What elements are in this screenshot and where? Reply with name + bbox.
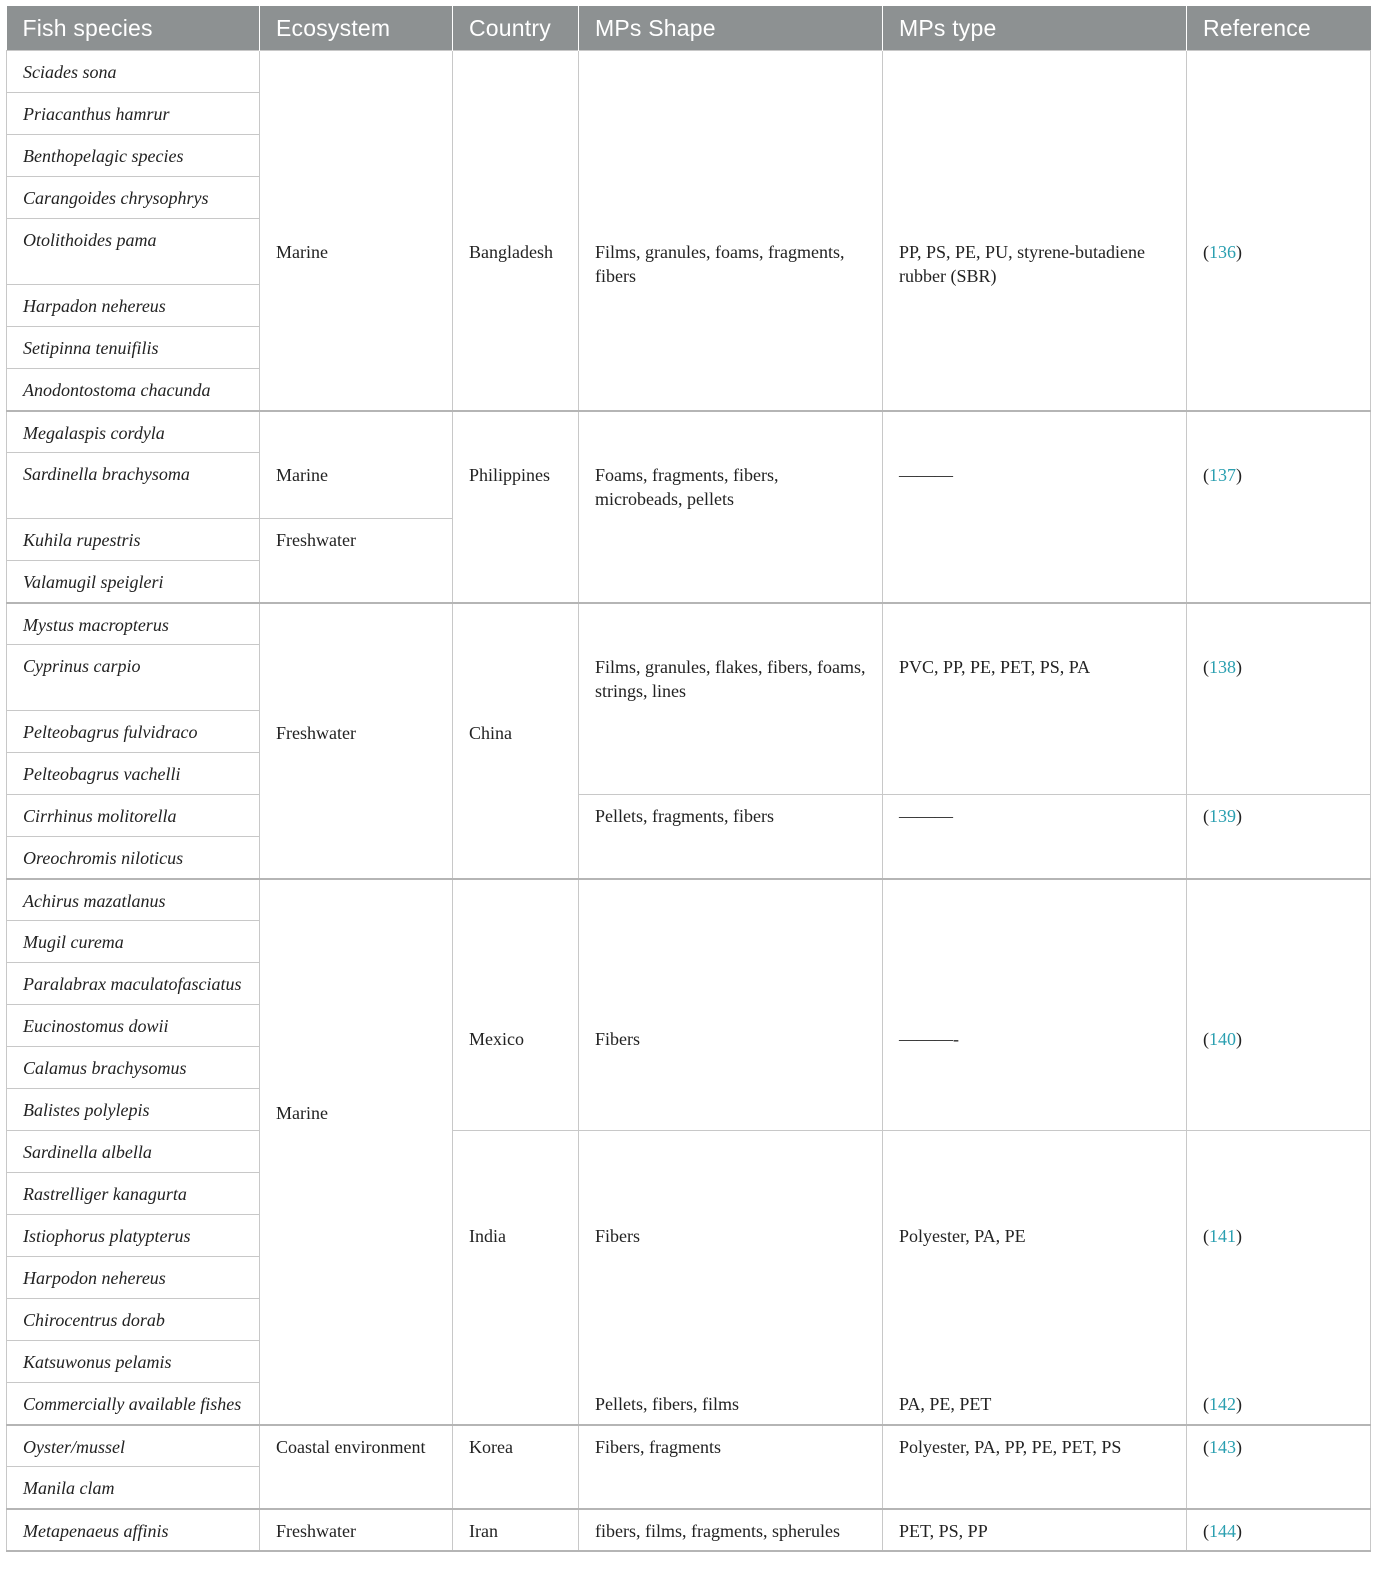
paren-close: ) <box>1236 806 1242 826</box>
paren-close: ) <box>1236 1226 1242 1246</box>
reference-link[interactable]: 144 <box>1209 1520 1236 1541</box>
species-cell: Benthopelagic species <box>7 135 260 177</box>
paren-close: ) <box>1236 242 1242 262</box>
shape-value: Foams, fragments, fibers, microbeads, pellets <box>595 464 779 509</box>
paren-open: ( <box>1203 656 1209 677</box>
shape-cell <box>579 411 883 603</box>
country-cell <box>453 603 579 879</box>
species-cell: Calamus brachysomus <box>7 1047 260 1089</box>
table-row <box>7 879 1371 921</box>
type-cell <box>883 603 1187 795</box>
type-value: PP, PS, PE, PU, styrene-butadiene rubber (SBR) <box>899 242 1146 286</box>
country-value: China <box>469 722 512 743</box>
reference-cell <box>1187 879 1371 1131</box>
reference-cell <box>1187 411 1371 603</box>
reference-citation <box>1203 1435 1354 1459</box>
species-cell: Sardinella albella <box>7 1131 260 1173</box>
paren-open: ( <box>1203 464 1209 485</box>
type-value: Polyester, PA, PE <box>899 1226 1026 1246</box>
type-cell <box>883 795 1187 879</box>
paren-close: ) <box>1236 1520 1242 1541</box>
header-reference: Reference <box>1187 6 1371 51</box>
type-cell <box>883 879 1187 1131</box>
table-row <box>7 1383 1371 1425</box>
type-cell: PA, PE, PET <box>883 1383 1187 1425</box>
shape-cell: Pellets, fibers, films <box>579 1383 883 1425</box>
header-mps-shape: MPs Shape <box>579 6 883 51</box>
table-row <box>7 1509 1371 1551</box>
type-cell <box>883 1425 1187 1509</box>
ecosystem-cell <box>260 1425 453 1509</box>
country-value: India <box>469 1226 506 1246</box>
species-cell: Oyster/mussel <box>7 1425 260 1467</box>
shape-value: Fibers <box>595 1028 640 1049</box>
species-cell: Metapenaeus affinis <box>7 1509 260 1551</box>
reference-cell <box>1187 1509 1371 1551</box>
reference-citation <box>1203 613 1354 679</box>
species-cell: Cirrhinus molitorella <box>7 795 260 837</box>
type-value: Polyester, PA, PP, PE, PET, PS <box>899 1436 1122 1457</box>
type-cell <box>883 51 1187 411</box>
ecosystem-cell: Freshwater <box>260 1509 453 1551</box>
paren-close: ) <box>1236 1394 1242 1414</box>
shape-cell <box>579 795 883 879</box>
ecosystem-cell <box>260 879 453 1425</box>
country-cell: Iran <box>453 1509 579 1551</box>
species-cell: Kuhila rupestris <box>7 519 260 561</box>
species-cell: Oreochromis niloticus <box>7 837 260 879</box>
species-cell: Paralabrax maculatofasciatus <box>7 963 260 1005</box>
type-value: ——— <box>899 464 953 485</box>
reference-link[interactable]: 140 <box>1209 1028 1236 1049</box>
ecosystem-value: Marine <box>276 464 328 485</box>
header-ecosystem: Ecosystem <box>260 6 453 51</box>
paren-close: ) <box>1236 1028 1242 1049</box>
paren-close: ) <box>1236 1436 1242 1457</box>
shape-cell <box>579 51 883 411</box>
shape-cell <box>579 1425 883 1509</box>
ecosystem-value: Coastal environment <box>276 1436 426 1457</box>
ecosystem-cell <box>260 51 453 411</box>
header-row <box>7 6 1371 51</box>
shape-value: Films, granules, flakes, fibers, foams, strings, lines <box>595 656 866 701</box>
table-row <box>7 51 1371 93</box>
ecosystem-cell <box>260 603 453 879</box>
reference-citation <box>1203 60 1354 264</box>
reference-cell <box>1187 1383 1371 1425</box>
species-cell: Rastrelliger kanagurta <box>7 1173 260 1215</box>
species-cell: Chirocentrus dorab <box>7 1299 260 1341</box>
reference-link[interactable]: 142 <box>1209 1394 1236 1414</box>
species-cell: Mugil curema <box>7 921 260 963</box>
paren-open: ( <box>1203 1394 1209 1414</box>
paren-close: ) <box>1236 464 1242 485</box>
reference-citation <box>1203 1140 1354 1248</box>
ecosystem-cell <box>260 411 453 519</box>
species-cell: Istiophorus platypterus <box>7 1215 260 1257</box>
country-value: Philippines <box>469 464 551 485</box>
type-cell <box>883 411 1187 603</box>
country-cell <box>453 411 579 603</box>
species-cell: Mystus macropterus <box>7 603 260 645</box>
shape-value: Fibers <box>595 1226 640 1246</box>
shape-cell <box>579 879 883 1131</box>
reference-cell <box>1187 1425 1371 1509</box>
paren-open: ( <box>1203 242 1209 262</box>
header-country: Country <box>453 6 579 51</box>
species-cell: Priacanthus hamrur <box>7 93 260 135</box>
paren-open: ( <box>1203 1436 1209 1457</box>
table-row <box>7 1425 1371 1467</box>
type-value: PVC, PP, PE, PET, PS, PA <box>899 656 1091 677</box>
shape-cell <box>579 603 883 795</box>
reference-link[interactable]: 137 <box>1209 464 1236 485</box>
reference-link[interactable]: 143 <box>1209 1436 1236 1457</box>
reference-citation <box>1203 804 1354 828</box>
reference-citation <box>1203 889 1354 1051</box>
species-cell: Sciades sona <box>7 51 260 93</box>
reference-link[interactable]: 138 <box>1209 656 1236 677</box>
type-value: ——— <box>899 806 953 826</box>
ecosystem-cell <box>260 519 453 603</box>
species-cell: Achirus mazatlanus <box>7 879 260 921</box>
paren-close: ) <box>1236 656 1242 677</box>
species-cell: Anodontostoma chacunda <box>7 369 260 411</box>
species-cell: Commercially available fishes <box>7 1383 260 1425</box>
table-row <box>7 411 1371 453</box>
species-cell: Eucinostomus dowii <box>7 1005 260 1047</box>
ecosystem-value: Marine <box>276 242 328 262</box>
paren-open: ( <box>1203 1028 1209 1049</box>
species-cell: Katsuwonus pelamis <box>7 1341 260 1383</box>
reference-citation <box>1203 421 1354 487</box>
table-row <box>7 795 1371 837</box>
shape-cell: fibers, films, fragments, spherules <box>579 1509 883 1551</box>
paren-open: ( <box>1203 806 1209 826</box>
ecosystem-value: Freshwater <box>276 722 356 743</box>
reference-cell <box>1187 1131 1371 1383</box>
country-cell <box>453 879 579 1131</box>
paren-open: ( <box>1203 1520 1209 1541</box>
shape-cell <box>579 1131 883 1383</box>
species-cell: Valamugil speigleri <box>7 561 260 603</box>
table-row <box>7 1131 1371 1173</box>
species-cell: Balistes polylepis <box>7 1089 260 1131</box>
country-value: Korea <box>469 1436 513 1457</box>
country-cell <box>453 1131 579 1425</box>
paren-open: ( <box>1203 1226 1209 1246</box>
country-value: Bangladesh <box>469 242 553 262</box>
reference-cell <box>1187 603 1371 795</box>
country-value: Mexico <box>469 1028 524 1049</box>
species-cell: Harpodon nehereus <box>7 1257 260 1299</box>
country-cell <box>453 51 579 411</box>
species-cell: Harpadon nehereus <box>7 285 260 327</box>
type-cell: PET, PS, PP <box>883 1509 1187 1551</box>
species-cell: Cyprinus carpio <box>7 645 260 711</box>
shape-value: Films, granules, foams, fragments, fibers <box>595 242 845 286</box>
reference-cell <box>1187 51 1371 411</box>
species-cell: Manila clam <box>7 1467 260 1509</box>
species-cell: Pelteobagrus vachelli <box>7 753 260 795</box>
species-cell: Sardinella brachysoma <box>7 453 260 519</box>
header-fish-species: Fish species <box>7 6 260 51</box>
reference-link[interactable]: 139 <box>1209 806 1236 826</box>
species-cell: Setipinna tenuifilis <box>7 327 260 369</box>
ecosystem-value: Freshwater <box>276 530 356 550</box>
shape-value: Fibers, fragments <box>595 1436 721 1457</box>
country-cell <box>453 1425 579 1509</box>
microplastics-table <box>6 6 1371 1552</box>
type-value: ———- <box>899 1028 959 1049</box>
header-mps-type: MPs type <box>883 6 1187 51</box>
reference-link[interactable]: 136 <box>1209 242 1236 262</box>
reference-cell <box>1187 795 1371 879</box>
shape-value: Pellets, fragments, fibers <box>595 806 774 826</box>
species-cell: Otolithoides pama <box>7 219 260 285</box>
type-cell <box>883 1131 1187 1383</box>
species-cell: Pelteobagrus fulvidraco <box>7 711 260 753</box>
species-cell: Megalaspis cordyla <box>7 411 260 453</box>
species-cell: Carangoides chrysophrys <box>7 177 260 219</box>
ecosystem-value: Marine <box>276 1102 328 1123</box>
table-row <box>7 603 1371 645</box>
reference-link[interactable]: 141 <box>1209 1226 1236 1246</box>
